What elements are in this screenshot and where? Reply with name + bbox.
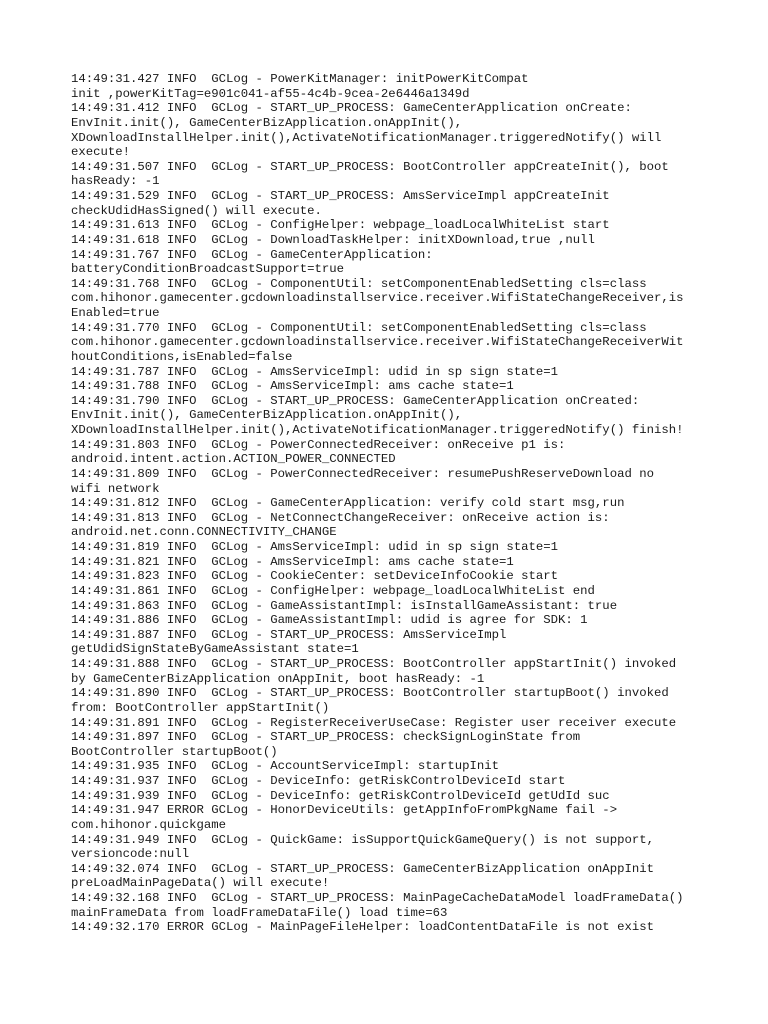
log-line: 14:49:31.863 INFO GCLog - GameAssistantImpl: isInstallGameAssistant: true [71,598,618,613]
log-line: 14:49:31.787 INFO GCLog - AmsServiceImpl: udid in sp sign state=1 [71,364,559,379]
log-line: com.hihonor.gamecenter.gcdownloadinstallservice.receiver.WifiStateChangeReceiver,is [71,291,684,306]
log-line: 14:49:31.823 INFO GCLog - CookieCenter: setDeviceInfoCookie start [71,569,559,584]
log-line: EnvInit.init(), GameCenterBizApplication.onAppInit(), [71,408,463,423]
log-line: 14:49:31.861 INFO GCLog - ConfigHelper: webpage_loadLocalWhiteList end [71,583,595,598]
log-line: checkUdidHasSigned() will execute. [71,203,322,218]
log-line: Enabled=true [71,306,160,320]
log-line: 14:49:32.168 INFO GCLog - START_UP_PROCESS: MainPageCacheDataModel loadFrameData() [71,891,684,905]
log-line: houtConditions,isEnabled=false [71,349,293,364]
log-line: preLoadMainPageData() will execute! [71,876,330,891]
log-line: 14:49:31.937 INFO GCLog - DeviceInfo: getRiskControlDeviceId start [71,774,566,788]
log-line: from: BootController appStartInit() [71,700,330,715]
log-line: wifi network [71,481,160,496]
log-line: XDownloadInstallHelper.init(),ActivateNotificationManager.triggeredNotify() finish! [71,423,684,437]
log-line: 14:49:31.809 INFO GCLog - PowerConnectedReceiver: resumePushReserveDownload no [71,466,654,481]
log-line: com.hihonor.quickgame [71,817,226,832]
log-line: 14:49:31.821 INFO GCLog - AmsServiceImpl: ams cache state=1 [71,554,514,569]
log-line: 14:49:31.812 INFO GCLog - GameCenterApplication: verify cold start msg,run [71,496,625,511]
log-line: batteryConditionBroadcastSupport=true [71,262,345,277]
log-line: 14:49:31.886 INFO GCLog - GameAssistantImpl: udid is agree for SDK: 1 [71,613,588,628]
log-line: 14:49:31.803 INFO GCLog - PowerConnectedReceiver: onReceive p1 is: [71,437,566,452]
log-line: 14:49:31.887 INFO GCLog - START_UP_PROCESS: AmsServiceImpl [71,627,507,642]
log-line: hasReady: -1 [71,174,160,189]
log-line: 14:49:31.768 INFO GCLog - ComponentUtil: setComponentEnabledSetting cls=class [71,276,647,291]
log-line: android.intent.action.ACTION_POWER_CONNECTED [71,452,396,467]
log-line: 14:49:31.427 INFO GCLog - PowerKitManager: initPowerKitCompat [71,72,529,86]
log-line: 14:49:31.890 INFO GCLog - START_UP_PROCESS: BootController startupBoot() invoked [71,686,669,701]
log-line: XDownloadInstallHelper.init(),ActivateNotificationManager.triggeredNotify() will [71,130,662,145]
log-line: 14:49:31.529 INFO GCLog - START_UP_PROCESS: AmsServiceImpl appCreateInit [71,189,610,203]
log-line: com.hihonor.gamecenter.gcdownloadinstallservice.receiver.WifiStateChangeReceiverWit [71,335,684,350]
log-line: 14:49:31.767 INFO GCLog - GameCenterApplication: [71,247,433,262]
log-line: execute! [71,145,131,160]
log-line: 14:49:31.888 INFO GCLog - START_UP_PROCESS: BootController appStartInit() invoked [71,657,677,671]
log-line: 14:49:31.788 INFO GCLog - AmsServiceImpl: ams cache state=1 [71,379,514,394]
log-line: 14:49:31.935 INFO GCLog - AccountServiceImpl: startupInit [71,759,500,774]
log-line: versioncode:null [71,847,190,862]
log-line: init ,powerKitTag=e901c041-af55-4c4b-9cea-2e6446a1349d [71,86,470,101]
log-line: 14:49:31.613 INFO GCLog - ConfigHelper: webpage_loadLocalWhiteList start [71,218,610,233]
log-line: 14:49:31.412 INFO GCLog - START_UP_PROCESS: GameCenterApplication onCreate: [71,101,632,116]
log-line: getUdidSignStateByGameAssistant state=1 [71,642,359,657]
log-line: 14:49:32.170 ERROR GCLog - MainPageFileHelper: loadContentDataFile is not exist [71,920,654,935]
log-line: EnvInit.init(), GameCenterBizApplication.onAppInit(), [71,115,463,130]
log-line: 14:49:31.939 INFO GCLog - DeviceInfo: getRiskControlDeviceId getUdId suc [71,788,610,803]
log-line: 14:49:31.618 INFO GCLog - DownloadTaskHelper: initXDownload,true ,null [71,232,595,247]
log-line: 14:49:31.819 INFO GCLog - AmsServiceImpl: udid in sp sign state=1 [71,540,559,554]
log-line: 14:49:31.813 INFO GCLog - NetConnectChangeReceiver: onReceive action is: [71,510,610,525]
log-line: android.net.conn.CONNECTIVITY_CHANGE [71,525,337,540]
log-line: 14:49:31.507 INFO GCLog - START_UP_PROCESS: BootController appCreateInit(), boot [71,159,669,174]
log-line: BootController startupBoot() [71,744,278,759]
log-line: 14:49:31.770 INFO GCLog - ComponentUtil: setComponentEnabledSetting cls=class [71,320,647,335]
log-line: 14:49:31.949 INFO GCLog - QuickGame: isSupportQuickGameQuery() is not support, [71,832,654,847]
log-line: by GameCenterBizApplication onAppInit, boot hasReady: -1 [71,671,485,686]
log-line: 14:49:31.790 INFO GCLog - START_UP_PROCESS: GameCenterApplication onCreated: [71,393,640,408]
log-text [71,72,711,935]
log-line: 14:49:31.897 INFO GCLog - START_UP_PROCESS: checkSignLoginState from [71,730,581,745]
log-line: 14:49:31.947 ERROR GCLog - HonorDeviceUtils: getAppInfoFromPkgName fail -> [71,803,618,818]
log-line: 14:49:31.891 INFO GCLog - RegisterReceiverUseCase: Register user receiver execute [71,715,677,730]
log-line: 14:49:32.074 INFO GCLog - START_UP_PROCESS: GameCenterBizApplication onAppInit [71,861,654,876]
log-line: mainFrameData from loadFrameDataFile() load time=63 [71,905,448,920]
